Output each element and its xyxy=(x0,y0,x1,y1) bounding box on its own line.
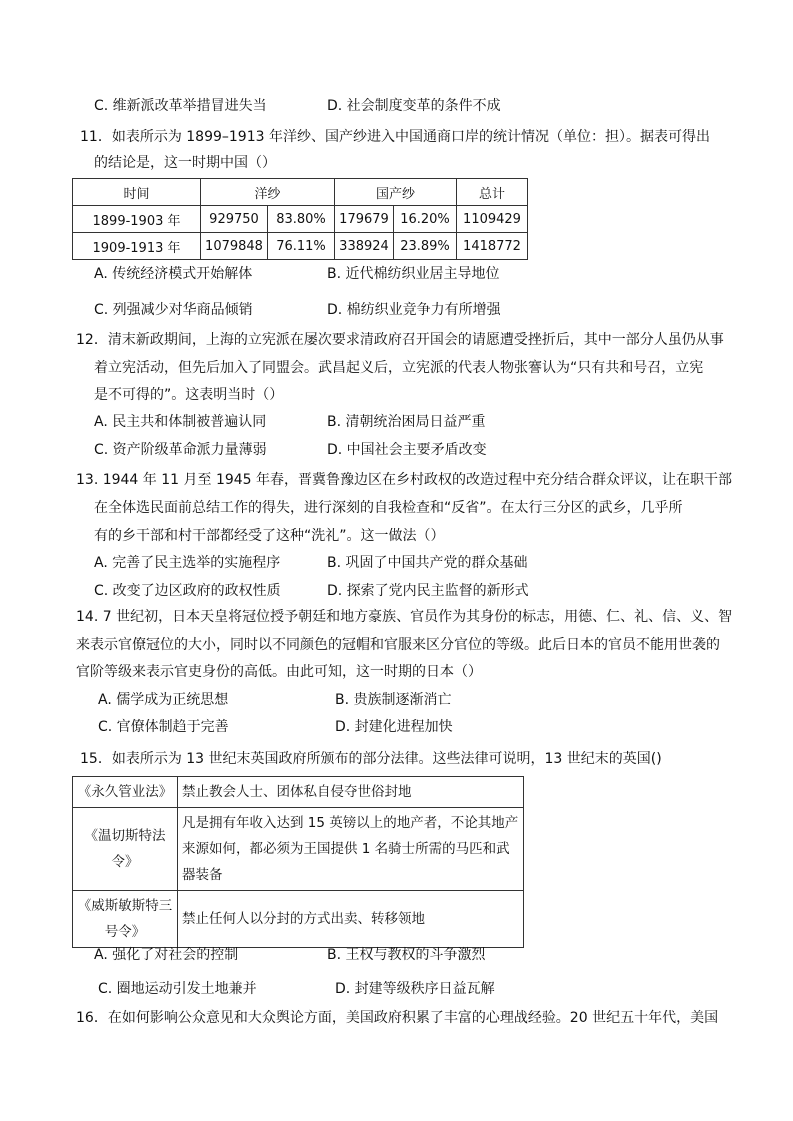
table-cell: 16.20% xyxy=(394,206,457,233)
q11-stem-line1: 11．如表所示为 1899–1913 年洋纱、国产纱进入中国通商口岸的统计情况（单位：担）。据表可得出 xyxy=(80,129,710,145)
table-cell: 338924 xyxy=(335,233,394,260)
table-row xyxy=(73,891,524,948)
q15-option-d: D. 封建等级秩序日益瓦解 xyxy=(335,981,495,997)
q11-option-d: D. 棉纺织业竞争力有所增强 xyxy=(327,302,501,318)
q13-stem-line3: 有的乡干部和村干部都经受了这种“洗礼”。这一做法（） xyxy=(94,528,445,544)
table-cell: 1418772 xyxy=(457,233,528,260)
q14-option-b: B. 贵族制逐渐消亡 xyxy=(335,692,452,708)
table-row xyxy=(73,206,528,233)
header-time: 时间 xyxy=(73,179,201,206)
law-name: 《温切斯特法令》 xyxy=(73,808,178,891)
q11-yarn-table xyxy=(72,178,528,260)
q12-stem-line3: 是不可得的”。这表明当时（） xyxy=(94,387,284,403)
table-cell: 76.11% xyxy=(268,233,335,260)
table-row xyxy=(73,233,528,260)
q12-stem-line1: 12．清末新政期间，上海的立宪派在屡次要求清政府召开国会的请愿遭受挫折后，其中一部分人虽仍从事 xyxy=(76,332,724,348)
q16-stem-line1: 16．在如何影响公众意见和大众舆论方面，美国政府积累了丰富的心理战经验。20 世纪五十年代，美国 xyxy=(76,1010,719,1026)
q12-stem-line2: 着立宪活动，但先后加入了同盟会。武昌起义后，立宪派的代表人物张謇认为“只有共和号召，立宪 xyxy=(94,360,704,376)
q11-stem-line2: 的结论是，这一时期中国（） xyxy=(94,155,276,171)
table-cell: 1899-1903 年 xyxy=(73,206,201,233)
q15-stem-line1: 15．如表所示为 13 世纪末英国政府所颁布的部分法律。这些法律可说明，13 世纪末的英国() xyxy=(80,751,662,767)
q12-option-d: D. 中国社会主要矛盾改变 xyxy=(327,442,487,458)
q13-option-a: A. 完善了民主选举的实施程序 xyxy=(94,555,281,571)
q15-law-table xyxy=(72,776,524,948)
q10-option-d: D. 社会制度变革的条件不成 xyxy=(327,98,501,114)
law-content: 禁止任何人以分封的方式出卖、转移领地 xyxy=(178,891,524,948)
q14-option-c: C. 官僚体制趋于完善 xyxy=(98,719,229,735)
table-cell: 23.89% xyxy=(394,233,457,260)
q10-option-c: C. 维新派改革举措冒进失当 xyxy=(94,98,267,114)
q12-option-c: C. 资产阶级革命派力量薄弱 xyxy=(94,442,267,458)
law-content: 凡是拥有年收入达到 15 英镑以上的地产者，不论其地产来源如何，都必须为王国提供 1 名骑士所需的马匹和武器装备 xyxy=(178,808,524,891)
law-name: 《威斯敏斯特三号令》 xyxy=(73,891,178,948)
q12-option-a: A. 民主共和体制被普遍认同 xyxy=(94,414,267,430)
law-name: 《永久管业法》 xyxy=(73,777,178,808)
table-row xyxy=(73,777,524,808)
header-domestic-yarn: 国产纱 xyxy=(335,179,457,206)
table-cell: 929750 xyxy=(201,206,268,233)
table-cell: 83.80% xyxy=(268,206,335,233)
q13-stem-line2: 在全体选民面前总结工作的得失，进行深刻的自我检查和“反省”。在太行三分区的武乡，几乎所 xyxy=(94,500,683,516)
header-total: 总计 xyxy=(457,179,528,206)
table-cell: 1109429 xyxy=(457,206,528,233)
q14-stem-line1: 14. 7 世纪初，日本天皇将冠位授予朝廷和地方豪族、官员作为其身份的标志，用德、仁、礼、信、义、智 xyxy=(76,609,733,625)
header-foreign-yarn: 洋纱 xyxy=(201,179,335,206)
table-header-row xyxy=(73,179,528,206)
q15-option-b: B. 王权与教权的斗争激烈 xyxy=(327,947,486,963)
q13-option-d: D. 探索了党内民主监督的新形式 xyxy=(327,583,529,599)
q11-option-a: A. 传统经济模式开始解体 xyxy=(94,266,253,282)
q14-option-a: A. 儒学成为正统思想 xyxy=(98,692,229,708)
q14-stem-line3: 官阶等级来表示官吏身份的高低。由此可知，这一时期的日本（） xyxy=(76,664,482,680)
q15-option-c: C. 圈地运动引发土地兼并 xyxy=(98,981,257,997)
table-cell: 179679 xyxy=(335,206,394,233)
q13-stem-line1: 13. 1944 年 11 月至 1945 年春，晋冀鲁豫边区在乡村政权的改造过程中充分结合群众评议，让在职干部 xyxy=(76,472,733,488)
table-cell: 1079848 xyxy=(201,233,268,260)
q14-stem-line2: 来表示官僚冠位的大小，同时以不同颜色的冠帽和官服来区分官位的等级。此后日本的官员不能用世袭的 xyxy=(76,637,720,653)
table-cell: 1909-1913 年 xyxy=(73,233,201,260)
q12-option-b: B. 清朝统治困局日益严重 xyxy=(327,414,486,430)
law-content: 禁止教会人士、团体私自侵夺世俗封地 xyxy=(178,777,524,808)
q11-option-b: B. 近代棉纺织业居主导地位 xyxy=(327,266,500,282)
q13-option-c: C. 改变了边区政府的政权性质 xyxy=(94,583,281,599)
q14-option-d: D. 封建化进程加快 xyxy=(335,719,453,735)
q15-option-a: A. 强化了对社会的控制 xyxy=(94,947,239,963)
table-row xyxy=(73,808,524,891)
q13-option-b: B. 巩固了中国共产党的群众基础 xyxy=(327,555,528,571)
q11-option-c: C. 列强减少对华商品倾销 xyxy=(94,302,253,318)
